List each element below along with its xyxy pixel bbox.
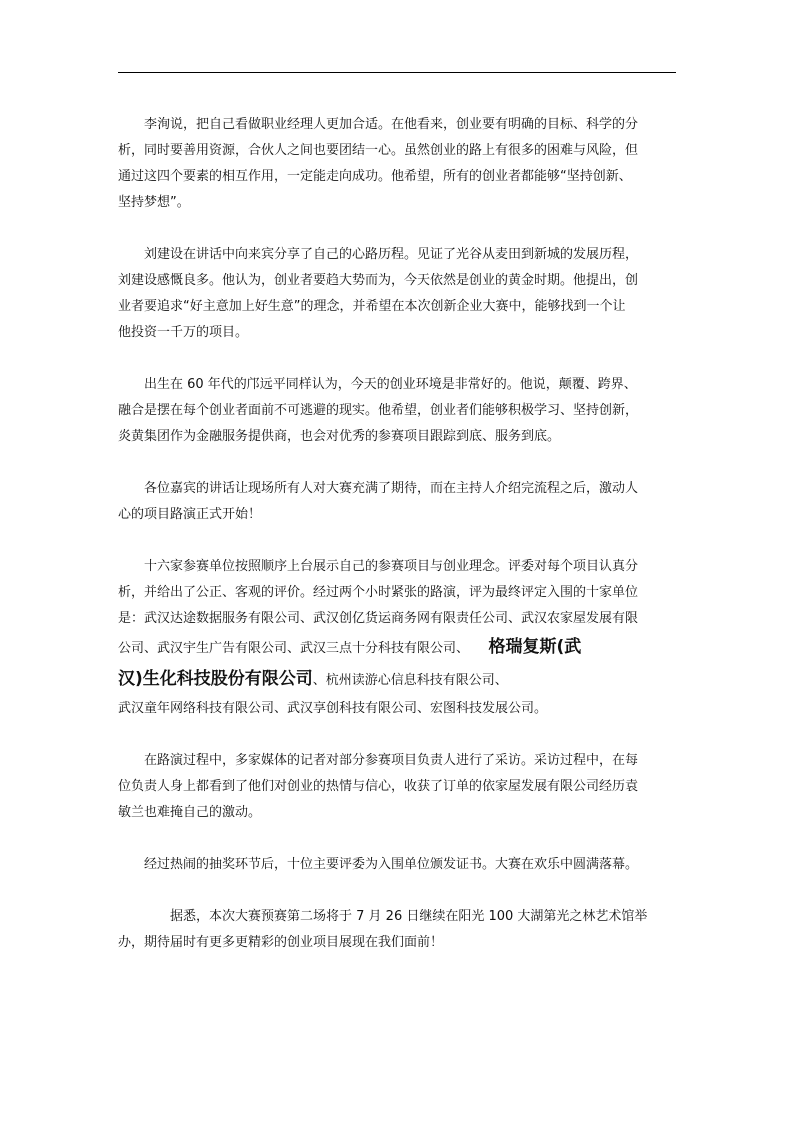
text-line: 析，同时要善用资源，合伙人之间也要团结一心。虽然创业的路上有很多的困难与风险，但: [118, 143, 639, 158]
paragraph-8: [118, 904, 676, 956]
text-line: 十六家参赛单位按照顺序上台展示自己的参赛项目与创业理念。评委对每个项目认真分: [144, 559, 639, 574]
paragraph-gap: [118, 878, 676, 904]
text-line: 炎黄集团作为金融服务提供商，也会对优秀的参赛项目跟踪到底、服务到底。: [118, 429, 561, 444]
text-line: 武汉童年网络科技有限公司、武汉享创科技有限公司、宏图科技发展公司。: [118, 701, 548, 716]
paragraph-1: [118, 112, 676, 216]
text-line: 析，并给出了公正、客观的评价。经过两个小时紧张的路演，评为最终评定入围的十家单位: [118, 585, 639, 600]
paragraph-2: [118, 242, 676, 346]
paragraph-4: [118, 476, 676, 528]
text-line: 据悉，本次大赛预赛第二场将于 7 月 26 日继续在阳光 100 大湖第光之林艺术馆举: [170, 909, 648, 924]
text-line: 刘建设感慨良多。他认为，创业者要趋大势而为，今天依然是创业的黄金时期。他提出，创: [118, 273, 639, 288]
text-line: [118, 664, 676, 696]
text-line: 在路演过程中，多家媒体的记者对部分参赛项目负责人进行了采访。采访过程中，在每: [144, 753, 639, 768]
text-line: 业者要追求“好主意加上好生意”的理念，并希望在本次创新企业大赛中，能够找到一个让: [118, 299, 626, 314]
paragraph-gap: [118, 216, 676, 242]
header-rule: [118, 72, 676, 73]
paragraph-gap: [118, 722, 676, 748]
paragraph-6: [118, 748, 676, 826]
text-line: [118, 632, 676, 664]
text-line: 坚持梦想”。: [118, 195, 190, 210]
document-body: [118, 112, 676, 956]
paragraph-gap: [118, 528, 676, 554]
text-line: 敏兰也难掩自己的激动。: [118, 805, 262, 820]
text-line: 出生在 60 年代的邝远平同样认为，今天的创业环境是非常好的。他说，颠覆、跨界、: [144, 377, 637, 392]
text-line: 经过热闹的抽奖环节后，十位主要评委为入围单位颁发证书。大赛在欢乐中圆满落幕。: [144, 857, 639, 872]
paragraph-3: [118, 372, 676, 450]
paragraph-gap: [118, 450, 676, 476]
company-list-text: 、杭州读游心信息科技有限公司、: [312, 673, 508, 688]
text-line: 融合是摆在每个创业者面前不可逃避的现实。他希望，创业者们能够积极学习、坚持创新，: [118, 403, 639, 418]
text-line: 是：武汉达途数据服务有限公司、武汉创亿货运商务网有限责任公司、武汉农家屋发展有限: [118, 611, 639, 626]
text-line: 心的项目路演正式开始！: [118, 507, 262, 522]
paragraph-gap: [118, 346, 676, 372]
highlighted-company-start: 格瑞复斯(武: [488, 637, 582, 657]
paragraph-7: [118, 852, 676, 878]
text-line: 办，期待届时有更多更精彩的创业项目展现在我们面前！: [118, 935, 444, 950]
text-line: 通过这四个要素的相互作用，一定能走向成功。他希望，所有的创业者都能够“坚持创新、: [118, 169, 632, 184]
text-line: 刘建设在讲话中向来宾分享了自己的心路历程。见证了光谷从麦田到新城的发展历程，: [144, 247, 639, 262]
text-line: 位负责人身上都看到了他们对创业的热情与信心，收获了订单的依家屋发展有限公司经历袁: [118, 779, 639, 794]
paragraph-gap: [118, 826, 676, 852]
highlighted-company-end: 汉)生化科技股份有限公司: [118, 669, 313, 689]
text-line: 各位嘉宾的讲话让现场所有人对大赛充满了期待，而在主持人介绍完流程之后，激动人: [144, 481, 639, 496]
company-list-text: 公司、武汉宇生广告有限公司、武汉三点十分科技有限公司、: [118, 641, 463, 656]
text-line: 李洵说，把自己看做职业经理人更加合适。在他看来，创业要有明确的目标、科学的分: [144, 117, 639, 132]
text-line: 他投资一千万的项目。: [118, 325, 249, 340]
paragraph-5: [118, 554, 676, 722]
